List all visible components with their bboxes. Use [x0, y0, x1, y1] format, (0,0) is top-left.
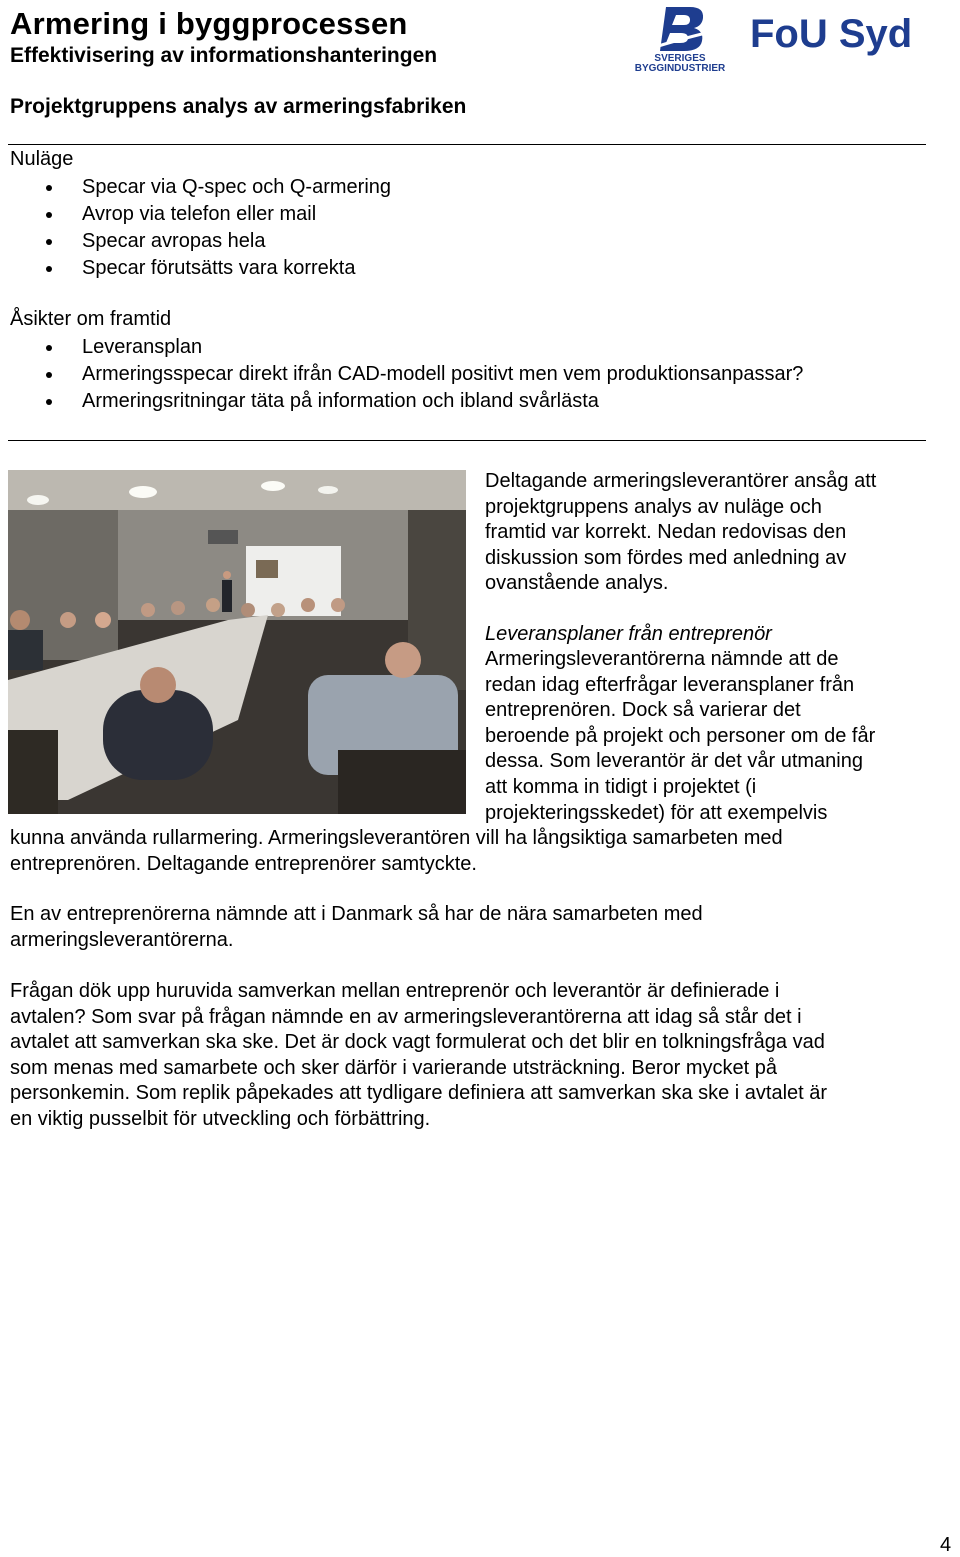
samverkan-paragraph: [10, 979, 940, 1133]
top-divider: [8, 144, 926, 145]
text-line: diskussion som fördes med anledning av: [485, 546, 847, 569]
text-line: avtalen? Som svar på frågan nämnde en av armeringsleverantörerna att idag så står det i: [10, 1005, 802, 1028]
list-item: [0, 361, 803, 388]
list-item-text: Leveransplan: [82, 336, 203, 358]
text-line: att komma in tidigt i projektet (i: [485, 775, 757, 798]
text-line: ovanstående analys.: [485, 572, 669, 595]
text-line: beroende på projekt och personer om de får: [485, 724, 876, 747]
list-item-text: Specar avropas hela: [82, 230, 266, 252]
text-line: Frågan dök upp huruvida samverkan mellan entreprenör och leverantör är definierade i: [10, 980, 780, 1002]
text-line: Armeringsleverantörerna nämnde att de: [485, 648, 839, 670]
bullet-icon: [46, 185, 52, 191]
nulage-list: [0, 174, 391, 282]
text-line: framtid var korrekt. Nedan redovisas den: [485, 521, 847, 544]
document-subtitle: Effektivisering av informationshanteringen: [10, 44, 438, 67]
list-item-text: Armeringsspecar direkt ifrån CAD-modell positivt men vem produktionsanpassar?: [82, 363, 804, 385]
meeting-photo: [8, 470, 466, 814]
logo-text-line1: SVERIGES: [654, 53, 706, 64]
danmark-paragraph: [10, 902, 940, 953]
text-line: Deltagande armeringsleverantörer ansåg att: [485, 470, 877, 492]
list-item: [0, 255, 391, 282]
list-item: [0, 228, 391, 255]
bullet-icon: [46, 266, 52, 272]
list-item: [0, 388, 803, 415]
text-line: redan idag efterfrågar leveransplaner från: [485, 673, 855, 696]
page-number: 4: [940, 1534, 952, 1556]
bullet-icon: [46, 345, 52, 351]
intro-paragraph: [485, 469, 935, 597]
list-item: [0, 174, 391, 201]
bullet-icon: [46, 212, 52, 218]
document-title: Armering i byggprocessen: [10, 6, 408, 41]
nulage-label: Nuläge: [10, 148, 74, 170]
asikter-list: [0, 334, 803, 415]
text-line: projekteringsskedet) för att exempelvis: [485, 801, 828, 824]
asikter-label: Åsikter om framtid: [10, 308, 172, 330]
text-line: armeringsleverantörerna.: [10, 928, 234, 951]
bullet-icon: [46, 372, 52, 378]
bullet-icon: [46, 399, 52, 405]
bullet-icon: [46, 239, 52, 245]
sveriges-byggindustrier-logo: [632, 4, 728, 74]
list-item: [0, 201, 391, 228]
leveransplaner-subheading: Leveransplaner från entreprenör: [485, 623, 772, 645]
list-item-text: Armeringsritningar täta på information och ibland svårlästa: [82, 390, 599, 412]
text-line: avtalet att samverkan ska ske. Det är dock vagt formulerat och det blir en tolkningsfråga vad: [10, 1031, 825, 1054]
text-line: En av entreprenörerna nämnde att i Danmark så har de nära samarbeten med: [10, 903, 703, 925]
text-line: entreprenören. Deltagande entreprenörer samtyckte.: [10, 852, 477, 875]
fou-syd-logo: FoU Syd: [750, 12, 913, 56]
list-item-text: Specar förutsätts vara korrekta: [82, 257, 356, 279]
leveransplaner-paragraph: [485, 647, 935, 826]
list-item: [0, 334, 803, 361]
text-line: dessa. Som leverantör är det vår utmaning: [485, 750, 863, 773]
section-heading: Projektgruppens analys av armeringsfabriken: [10, 95, 467, 118]
list-item-text: Avrop via telefon eller mail: [82, 203, 317, 225]
text-line: som menas med samarbete och sker därför i varierande utsträckning. Beror mycket på: [10, 1056, 777, 1079]
list-item-text: Specar via Q-spec och Q-armering: [82, 176, 392, 198]
middle-divider: [8, 440, 926, 441]
logo-text-line2: BYGGINDUSTRIER: [634, 63, 726, 74]
text-line: en viktig pusselbit för utveckling och förbättring.: [10, 1107, 431, 1130]
text-line: entreprenören. Dock så varierar det: [485, 699, 801, 722]
text-line: personkemin. Som replik påpekades att tydligare definiera att samverkan ska ske i avtalet är: [10, 1082, 828, 1105]
text-line: kunna använda rullarmering. Armeringsleverantören vill ha långsiktiga samarbeten med: [10, 827, 783, 849]
leveransplaner-continuation: [10, 826, 940, 877]
text-line: projektgruppens analys av nuläge och: [485, 495, 822, 518]
